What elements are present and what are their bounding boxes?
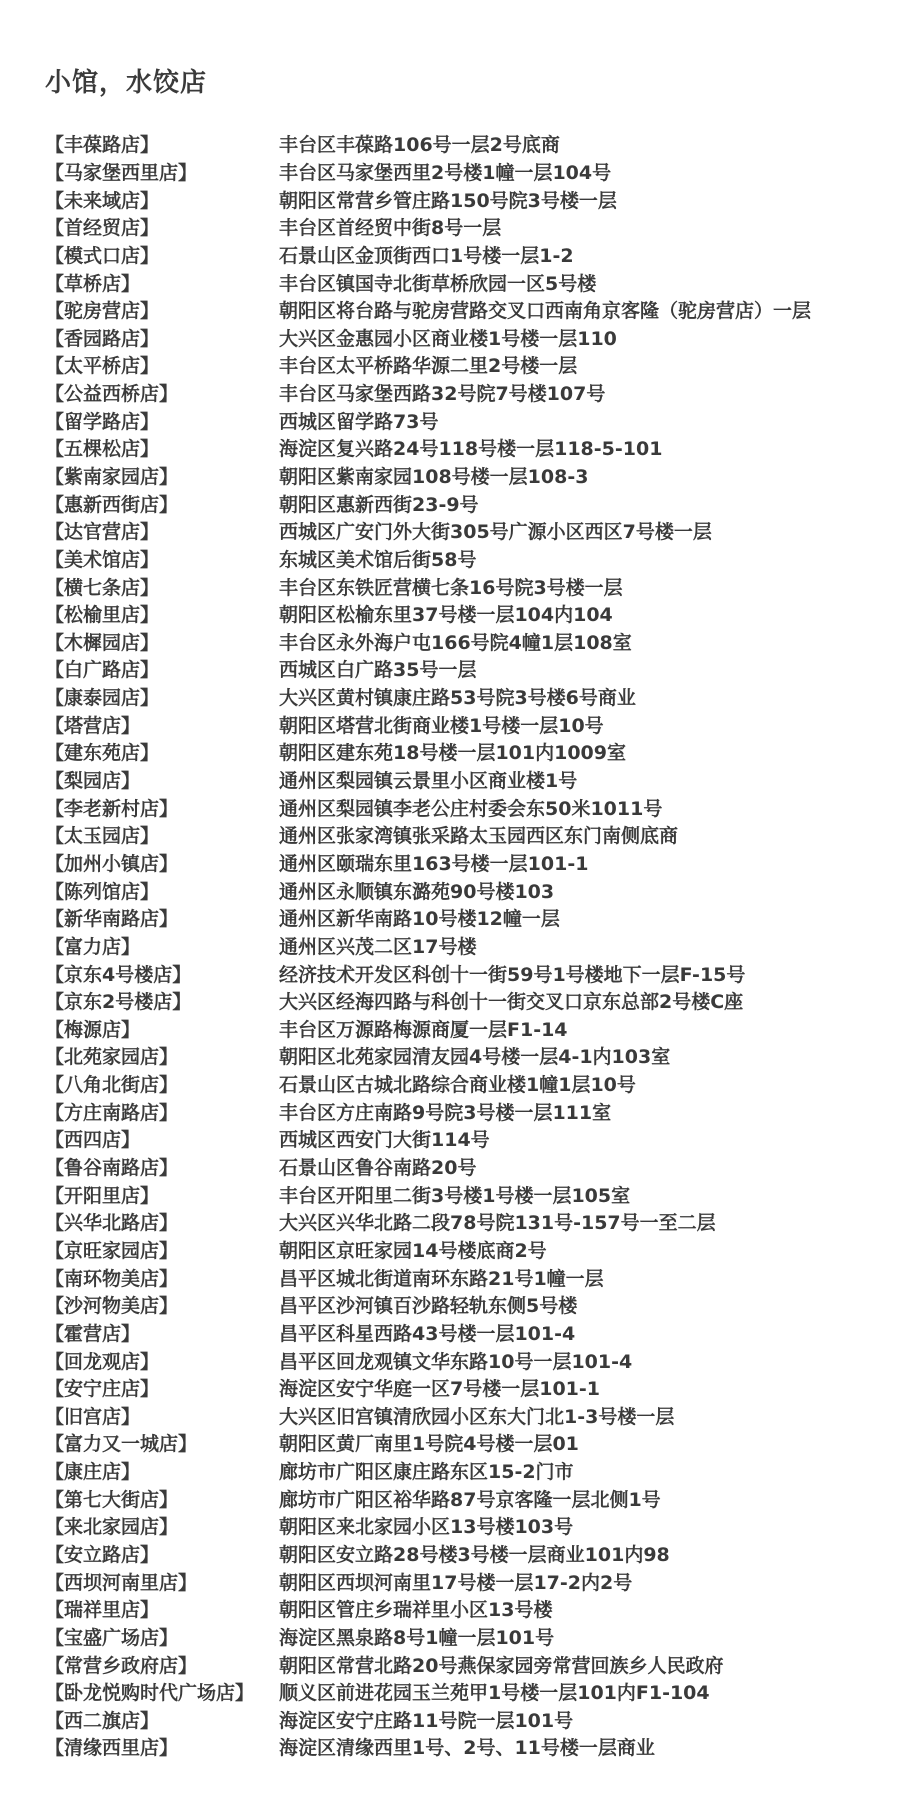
store-name: 【建东苑店】 — [45, 742, 160, 765]
store-name: 【马家堡西里店】 — [45, 161, 198, 184]
store-row — [45, 1042, 900, 1070]
store-address: 西城区广安门外大街305号广源小区西区7号楼一层 — [279, 521, 712, 544]
store-row — [45, 1153, 900, 1181]
store-address: 朝阳区将台路与驼房营路交叉口西南角京客隆（驼房营店）一层 — [279, 300, 812, 323]
store-row — [45, 600, 900, 628]
store-name: 【新华南路店】 — [45, 908, 179, 931]
store-name: 【鲁谷南路店】 — [45, 1157, 179, 1180]
store-row — [45, 1484, 900, 1512]
store-address: 通州区新华南路10号楼12幢一层 — [279, 908, 560, 931]
store-name: 【北苑家园店】 — [45, 1046, 179, 1069]
store-row — [45, 710, 900, 738]
store-row — [45, 213, 900, 241]
store-row — [45, 379, 900, 407]
store-address: 丰台区丰葆路106号一层2号底商 — [279, 134, 560, 157]
store-address: 海淀区安宁庄路11号院一层101号 — [279, 1709, 574, 1732]
store-address: 丰台区镇国寺北街草桥欣园一区5号楼 — [279, 272, 597, 295]
store-address: 朝阳区建东苑18号楼一层101内1009室 — [279, 742, 626, 765]
store-address: 丰台区方庄南路9号院3号楼一层111室 — [279, 1101, 612, 1124]
store-name: 【李老新村店】 — [45, 797, 179, 820]
store-row — [45, 793, 900, 821]
store-row — [45, 130, 900, 158]
store-address: 廊坊市广阳区康庄路东区15-2门市 — [279, 1461, 574, 1484]
store-address: 海淀区复兴路24号118号楼一层118-5-101 — [279, 438, 663, 461]
store-name: 【首经贸店】 — [45, 217, 160, 240]
store-name: 【西四店】 — [45, 1129, 141, 1152]
store-name: 【霍营店】 — [45, 1322, 141, 1345]
store-name: 【紫南家园店】 — [45, 466, 179, 488]
store-name: 【宝盛广场店】 — [45, 1626, 179, 1649]
store-name: 【未来域店】 — [45, 189, 160, 212]
store-address: 经济技术开发区科创十一街59号1号楼地下一层F-15号 — [279, 963, 746, 986]
store-row — [45, 1429, 900, 1457]
store-address: 朝阳区西坝河南里17号楼一层17-2内2号 — [279, 1571, 633, 1594]
store-name: 【常营乡政府店】 — [45, 1654, 198, 1677]
store-row — [45, 849, 900, 877]
store-row — [45, 1567, 900, 1595]
store-address: 石景山区鲁谷南路20号 — [279, 1157, 477, 1180]
store-name: 【惠新西街店】 — [45, 493, 179, 516]
store-row — [45, 932, 900, 960]
store-address: 海淀区清缘西里1号、2号、11号楼一层商业 — [279, 1737, 655, 1760]
store-row — [45, 683, 900, 711]
store-address: 朝阳区北苑家园清友园4号楼一层4-1内103室 — [279, 1046, 671, 1069]
store-address: 西城区白广路35号一层 — [279, 659, 477, 682]
store-row — [45, 1070, 900, 1098]
store-address: 朝阳区惠新西街23-9号 — [279, 493, 479, 516]
store-name: 【西坝河南里店】 — [45, 1571, 198, 1594]
store-name: 【沙河物美店】 — [45, 1295, 179, 1318]
store-row — [45, 1236, 900, 1264]
store-address: 丰台区首经贸中街8号一层 — [279, 217, 502, 240]
store-name: 【驼房营店】 — [45, 300, 160, 323]
store-name: 【松榆里店】 — [45, 604, 160, 627]
store-address: 西城区西安门大街114号 — [279, 1129, 490, 1152]
store-name: 【安宁庄店】 — [45, 1378, 160, 1401]
store-address: 朝阳区松榆东里37号楼一层104内104 — [279, 604, 613, 627]
store-name: 【加州小镇店】 — [45, 852, 179, 875]
store-row — [45, 296, 900, 324]
store-address: 丰台区马家堡西里2号楼1幢一层104号 — [279, 161, 612, 184]
store-address: 丰台区万源路梅源商厦一层F1-14 — [279, 1018, 568, 1041]
store-row — [45, 185, 900, 213]
store-name: 【京旺家园店】 — [45, 1239, 179, 1262]
store-row — [45, 904, 900, 932]
store-address: 海淀区安宁华庭一区7号楼一层101-1 — [279, 1378, 600, 1401]
store-address: 大兴区黄村镇康庄路53号院3号楼6号商业 — [279, 687, 636, 710]
store-row — [45, 821, 900, 849]
store-row — [45, 766, 900, 794]
store-name: 【留学路店】 — [45, 410, 160, 433]
store-name: 【香园路店】 — [45, 327, 160, 350]
store-name: 【第七大街店】 — [45, 1488, 179, 1511]
store-row — [45, 1623, 900, 1651]
store-row — [45, 323, 900, 351]
store-address: 昌平区科星西路43号楼一层101-4 — [279, 1322, 576, 1345]
store-row — [45, 1346, 900, 1374]
store-name: 【八角北街店】 — [45, 1074, 179, 1097]
store-address: 西城区留学路73号 — [279, 410, 439, 433]
store-row — [45, 1263, 900, 1291]
store-row — [45, 406, 900, 434]
store-name: 【梨园店】 — [45, 770, 141, 793]
store-name: 【塔营店】 — [45, 714, 141, 737]
store-list — [45, 130, 900, 1761]
store-row — [45, 876, 900, 904]
store-name: 【模式口店】 — [45, 244, 160, 267]
store-address: 朝阳区管庄乡瑞祥里小区13号楼 — [279, 1599, 553, 1622]
store-name: 【富力店】 — [45, 935, 141, 958]
store-row — [45, 959, 900, 987]
store-address: 朝阳区常营北路20号燕保家园旁常营回族乡人民政府 — [279, 1654, 724, 1677]
store-row — [45, 1208, 900, 1236]
store-address: 朝阳区塔营北街商业楼1号楼一层10号 — [279, 714, 604, 737]
store-row — [45, 1733, 900, 1761]
store-name: 【旧宫店】 — [45, 1405, 141, 1428]
store-name: 【太平桥店】 — [45, 355, 160, 378]
store-address: 顺义区前进花园玉兰苑甲1号楼一层101内F1-104 — [279, 1682, 710, 1705]
store-name: 【西二旗店】 — [45, 1709, 160, 1732]
store-name: 【方庄南路店】 — [45, 1101, 179, 1124]
store-address: 石景山区古城北路综合商业楼1幢1层10号 — [279, 1074, 636, 1097]
store-address: 东城区美术馆后街58号 — [279, 548, 477, 571]
store-name: 【安立路店】 — [45, 1543, 160, 1566]
store-name: 【达官营店】 — [45, 521, 160, 544]
store-row — [45, 517, 900, 545]
store-address: 昌平区沙河镇百沙路轻轨东侧5号楼 — [279, 1295, 578, 1318]
store-name: 【来北家园店】 — [45, 1516, 179, 1539]
page-title: 小馆，水饺店 — [45, 68, 208, 98]
store-row — [45, 1319, 900, 1347]
store-address: 通州区梨园镇云景里小区商业楼1号 — [279, 770, 578, 793]
store-address: 通州区兴茂二区17号楼 — [279, 935, 477, 958]
store-address: 朝阳区京旺家园14号楼底商2号 — [279, 1239, 547, 1262]
store-row — [45, 1595, 900, 1623]
store-address: 丰台区永外海户屯166号院4幢1层108室 — [279, 631, 632, 654]
store-name: 【五棵松店】 — [45, 438, 160, 461]
store-row — [45, 987, 900, 1015]
store-name: 【横七条店】 — [45, 576, 160, 599]
store-address: 通州区永顺镇东潞苑90号楼103 — [279, 880, 555, 903]
store-row — [45, 1097, 900, 1125]
store-name: 【康泰园店】 — [45, 687, 160, 710]
store-name: 【陈列馆店】 — [45, 880, 160, 903]
store-address: 石景山区金顶街西口1号楼一层1-2 — [279, 244, 574, 267]
store-row — [45, 572, 900, 600]
store-address: 丰台区开阳里二街3号楼1号楼一层105室 — [279, 1184, 631, 1207]
store-name: 【回龙观店】 — [45, 1350, 160, 1373]
store-name: 【京东2号楼店】 — [45, 991, 192, 1014]
store-address: 朝阳区紫南家园108号楼一层108-3 — [279, 466, 589, 488]
store-name: 【开阳里店】 — [45, 1184, 160, 1207]
store-address: 昌平区城北街道南环东路21号1幢一层 — [279, 1267, 604, 1290]
store-name: 【丰葆路店】 — [45, 134, 160, 157]
store-name: 【草桥店】 — [45, 272, 141, 295]
store-row — [45, 1015, 900, 1043]
store-row — [45, 1291, 900, 1319]
store-row — [45, 628, 900, 656]
store-name: 【富力又一城店】 — [45, 1433, 198, 1456]
store-address: 朝阳区安立路28号楼3号楼一层商业101内98 — [279, 1543, 670, 1566]
store-name: 【白广路店】 — [45, 659, 160, 682]
store-name: 【南环物美店】 — [45, 1267, 179, 1290]
store-row — [45, 1457, 900, 1485]
store-address: 朝阳区黄厂南里1号院4号楼一层01 — [279, 1433, 579, 1456]
store-row — [45, 1706, 900, 1734]
store-row — [45, 1650, 900, 1678]
store-row — [45, 738, 900, 766]
store-address: 朝阳区常营乡管庄路150号院3号楼一层 — [279, 189, 617, 212]
store-address: 大兴区金惠园小区商业楼1号楼一层110 — [279, 327, 617, 350]
store-row — [45, 1678, 900, 1706]
store-row — [45, 1125, 900, 1153]
store-address: 朝阳区来北家园小区13号楼103号 — [279, 1516, 574, 1539]
store-name: 【太玉园店】 — [45, 825, 160, 848]
store-name: 【梅源店】 — [45, 1018, 141, 1041]
store-address: 丰台区太平桥路华源二里2号楼一层 — [279, 355, 578, 378]
store-address: 大兴区兴华北路二段78号院131号-157号一至二层 — [279, 1212, 716, 1235]
store-address: 廊坊市广阳区裕华路87号京客隆一层北侧1号 — [279, 1488, 661, 1511]
store-row — [45, 268, 900, 296]
store-row — [45, 462, 900, 490]
store-row — [45, 241, 900, 269]
store-address: 通州区颐瑞东里163号楼一层101-1 — [279, 852, 589, 875]
store-name: 【瑞祥里店】 — [45, 1599, 160, 1622]
store-row — [45, 545, 900, 573]
store-address: 通州区梨园镇李老公庄村委会东50米1011号 — [279, 797, 663, 820]
store-name: 【清缘西里店】 — [45, 1737, 179, 1760]
store-address: 海淀区黑泉路8号1幢一层101号 — [279, 1626, 555, 1649]
store-row — [45, 1374, 900, 1402]
store-address: 大兴区旧宫镇清欣园小区东大门北1-3号楼一层 — [279, 1405, 675, 1428]
store-row — [45, 1540, 900, 1568]
store-address: 丰台区马家堡西路32号院7号楼107号 — [279, 383, 606, 406]
store-row — [45, 489, 900, 517]
store-row — [45, 351, 900, 379]
store-row — [45, 158, 900, 186]
store-name: 【京东4号楼店】 — [45, 963, 192, 986]
store-row — [45, 1401, 900, 1429]
store-name: 【卧龙悦购时代广场店】 — [45, 1682, 255, 1705]
store-name: 【美术馆店】 — [45, 548, 160, 571]
store-name: 【木樨园店】 — [45, 631, 160, 654]
store-row — [45, 1180, 900, 1208]
store-row — [45, 655, 900, 683]
store-address: 昌平区回龙观镇文华东路10号一层101-4 — [279, 1350, 633, 1373]
store-row — [45, 434, 900, 462]
store-name: 【兴华北路店】 — [45, 1212, 179, 1235]
store-address: 通州区张家湾镇张采路太玉园西区东门南侧底商 — [279, 825, 679, 848]
store-row — [45, 1512, 900, 1540]
store-name: 【公益西桥店】 — [45, 383, 179, 406]
store-address: 大兴区经海四路与科创十一街交叉口京东总部2号楼C座 — [279, 991, 744, 1014]
store-name: 【康庄店】 — [45, 1461, 141, 1484]
store-address: 丰台区东铁匠营横七条16号院3号楼一层 — [279, 576, 623, 599]
